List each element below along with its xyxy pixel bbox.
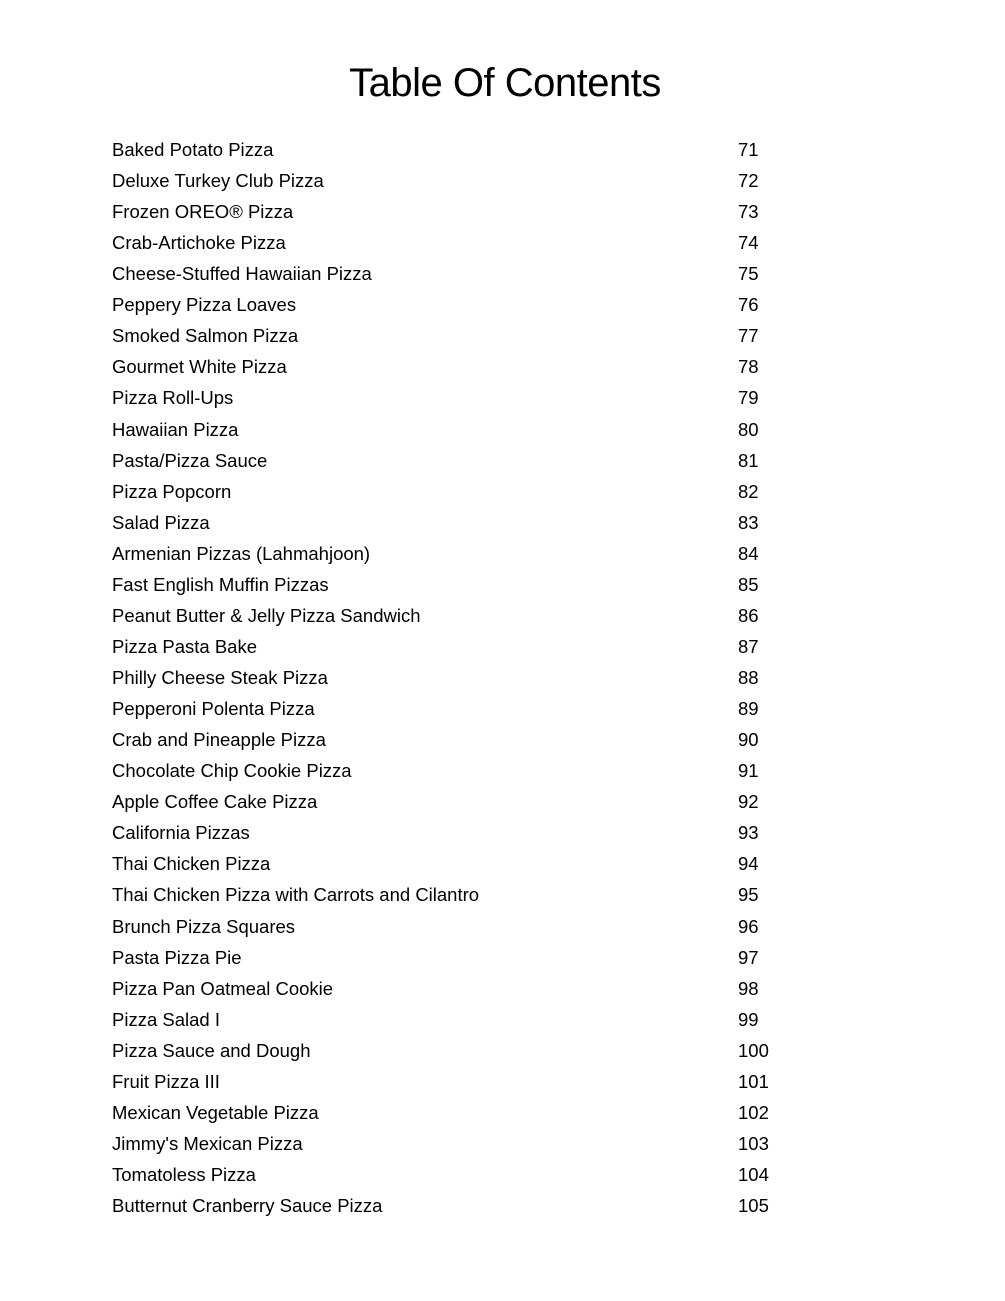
toc-entry — [112, 635, 812, 659]
toc-entry-page-number: 79 — [738, 387, 759, 409]
toc-entry-page-number: 101 — [738, 1070, 769, 1092]
toc-entry — [112, 511, 812, 535]
toc-entry — [112, 1008, 812, 1032]
toc-entry — [112, 1101, 812, 1125]
toc-entry — [112, 573, 812, 597]
toc-entry — [112, 666, 812, 690]
toc-entry-title: Jimmy's Mexican Pizza — [112, 1132, 303, 1154]
toc-entry-title: Pizza Pasta Bake — [112, 635, 257, 657]
toc-entry-page-number: 87 — [738, 635, 759, 657]
toc-entry — [112, 1163, 812, 1187]
page-title: Table Of Contents — [349, 61, 661, 105]
toc-entry-title: Thai Chicken Pizza with Carrots and Cilantro — [112, 884, 480, 906]
toc-entry-page-number: 76 — [738, 294, 759, 316]
toc-entry-title: Chocolate Chip Cookie Pizza — [112, 760, 352, 782]
toc-entry-page-number: 98 — [738, 977, 759, 999]
toc-entry-title: Pizza Roll-Ups — [112, 387, 234, 409]
toc-entry — [112, 418, 812, 442]
toc-entry-title: Salad Pizza — [112, 511, 210, 533]
toc-entry-title: Butternut Cranberry Sauce Pizza — [112, 1195, 383, 1217]
toc-entry-title: Armenian Pizzas (Lahmahjoon) — [112, 542, 371, 564]
toc-entry-page-number: 97 — [738, 946, 759, 968]
toc-entry-page-number: 83 — [738, 511, 759, 533]
toc-entry-page-number: 100 — [738, 1039, 769, 1061]
toc-entry-page-number: 96 — [738, 915, 759, 937]
toc-entry-title: Pizza Popcorn — [112, 480, 232, 502]
toc-entry-title: Tomatoless Pizza — [112, 1163, 256, 1185]
toc-entry-page-number: 84 — [738, 542, 759, 564]
toc-entry — [112, 1194, 812, 1218]
toc-entry-title: Thai Chicken Pizza — [112, 853, 271, 875]
toc-entry-page-number: 103 — [738, 1132, 769, 1154]
toc-entry — [112, 480, 812, 504]
toc-entry-title: Pasta Pizza Pie — [112, 946, 242, 968]
toc-entry-page-number: 73 — [738, 201, 759, 223]
toc-entry — [112, 324, 812, 348]
toc-entry-page-number: 94 — [738, 853, 759, 875]
toc-entry-page-number: 78 — [738, 356, 759, 378]
toc-entry — [112, 946, 812, 970]
toc-entry-page-number: 81 — [738, 449, 759, 471]
toc-entry-title: Crab-Artichoke Pizza — [112, 232, 286, 254]
toc-entry-title: Mexican Vegetable Pizza — [112, 1101, 319, 1123]
toc-entry — [112, 231, 812, 255]
toc-entry-page-number: 77 — [738, 325, 759, 347]
toc-entry-title: Fast English Muffin Pizzas — [112, 573, 329, 595]
toc-entry-page-number: 93 — [738, 822, 759, 844]
toc-entry-page-number: 75 — [738, 263, 759, 285]
toc-entry-title: Pepperoni Polenta Pizza — [112, 698, 315, 720]
toc-entry — [112, 169, 812, 193]
toc-entry-title: Gourmet White Pizza — [112, 356, 287, 378]
toc-entry — [112, 542, 812, 566]
toc-entry-title: Smoked Salmon Pizza — [112, 325, 299, 347]
toc-entry-page-number: 71 — [738, 139, 759, 160]
toc-entry-title: Peanut Butter & Jelly Pizza Sandwich — [112, 604, 421, 626]
toc-entry-title: Crab and Pineapple Pizza — [112, 729, 326, 751]
toc-entry-title: Brunch Pizza Squares — [112, 915, 296, 937]
toc-entry-page-number: 91 — [738, 760, 759, 782]
toc-entry — [112, 355, 812, 379]
toc-entry-title: Pizza Pan Oatmeal Cookie — [112, 977, 334, 999]
toc-entry — [112, 821, 812, 845]
toc-entry — [112, 200, 812, 224]
toc-entry-title: California Pizzas — [112, 822, 250, 844]
toc-entry-page-number: 89 — [738, 698, 759, 720]
toc-entry-title: Peppery Pizza Loaves — [112, 294, 297, 316]
toc-entry — [112, 449, 812, 473]
toc-entry-title: Hawaiian Pizza — [112, 418, 239, 440]
toc-entry — [112, 1070, 812, 1094]
toc-entry — [112, 915, 812, 939]
toc-entry-title: Baked Potato Pizza — [112, 139, 274, 160]
toc-entry-title: Pizza Sauce and Dough — [112, 1039, 311, 1061]
toc-entry-title: Pizza Salad I — [112, 1008, 220, 1030]
toc-entry-page-number: 80 — [738, 418, 759, 440]
toc-entry — [112, 790, 812, 814]
toc-entry-title: Fruit Pizza III — [112, 1070, 220, 1092]
toc-entry-page-number: 90 — [738, 729, 759, 751]
toc-entry — [112, 697, 812, 721]
toc-entry — [112, 1132, 812, 1156]
toc-entry — [112, 138, 812, 162]
toc-entry-page-number: 104 — [738, 1163, 769, 1185]
toc-entry — [112, 883, 812, 907]
toc-entry — [112, 262, 812, 286]
toc-entry — [112, 1039, 812, 1063]
toc-entry-title: Cheese-Stuffed Hawaiian Pizza — [112, 263, 372, 285]
toc-entry-title: Frozen OREO® Pizza — [112, 201, 294, 223]
toc-entry-page-number: 99 — [738, 1008, 759, 1030]
toc-entry-title: Deluxe Turkey Club Pizza — [112, 170, 324, 192]
toc-entry — [112, 728, 812, 752]
toc-entry-title: Apple Coffee Cake Pizza — [112, 791, 318, 813]
toc-entry-page-number: 82 — [738, 480, 759, 502]
toc-entry-page-number: 102 — [738, 1101, 769, 1123]
toc-entry — [112, 604, 812, 628]
toc-entry — [112, 386, 812, 410]
toc-entry — [112, 293, 812, 317]
toc-entry-page-number: 105 — [738, 1195, 769, 1217]
toc-entry-page-number: 74 — [738, 232, 759, 254]
toc-entry — [112, 977, 812, 1001]
toc-entry-page-number: 72 — [738, 170, 759, 192]
toc-entry-title: Philly Cheese Steak Pizza — [112, 667, 328, 689]
toc-entry-page-number: 88 — [738, 667, 759, 689]
toc-entry — [112, 852, 812, 876]
toc-entry — [112, 759, 812, 783]
toc-entry-page-number: 86 — [738, 604, 759, 626]
toc-entry-page-number: 95 — [738, 884, 759, 906]
toc-entry-page-number: 92 — [738, 791, 759, 813]
toc-entry-title: Pasta/Pizza Sauce — [112, 449, 268, 471]
toc-entry-page-number: 85 — [738, 573, 759, 595]
